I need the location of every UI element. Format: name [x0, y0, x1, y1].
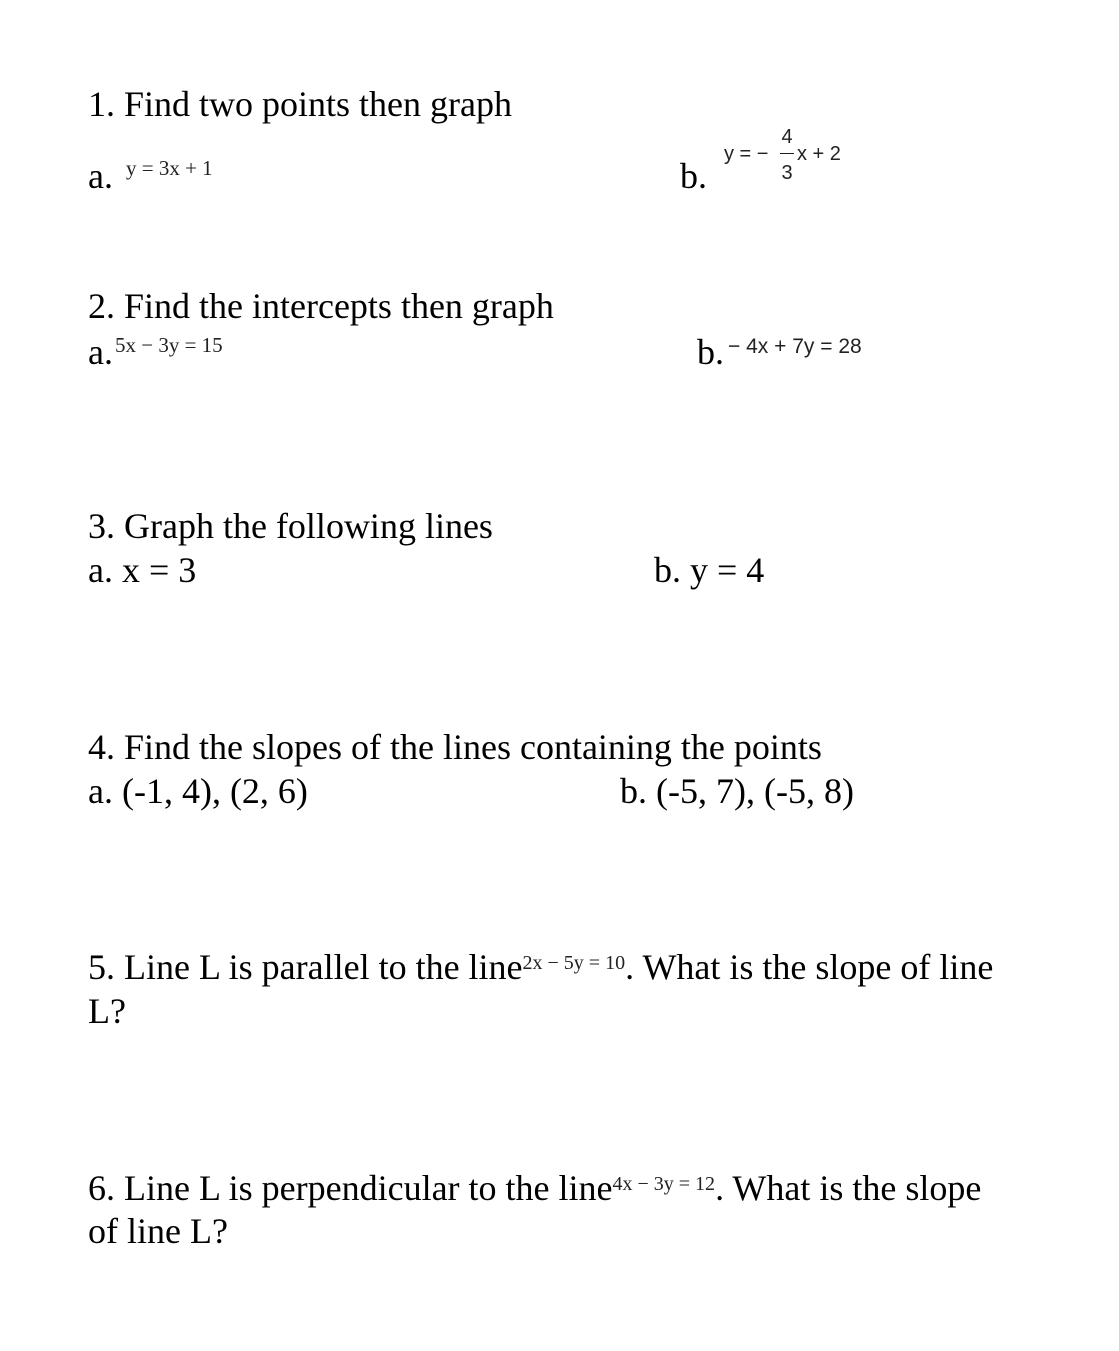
q2-b-equation: − 4x + 7y = 28	[728, 335, 862, 358]
q1-b-equation-lhs: y = −	[724, 143, 769, 165]
q6-text-post: . What is the slope	[715, 1168, 982, 1208]
q5-equation: 2x − 5y = 10	[522, 952, 626, 974]
q4-b: b. (-5, 7), (-5, 8)	[620, 771, 854, 811]
q1-a-label: a.	[88, 156, 113, 196]
q2-heading: 2. Find the intercepts then graph	[88, 286, 554, 326]
q1-b-equation-rhs: x + 2	[797, 143, 841, 165]
q5-text-pre: 5. Line L is parallel to the line	[88, 947, 523, 987]
q4-a: a. (-1, 4), (2, 6)	[88, 771, 308, 811]
q1-b-label: b.	[680, 156, 707, 196]
q1-b-numerator: 4	[781, 126, 793, 148]
q1-a-equation: y = 3x + 1	[126, 156, 213, 180]
q2-a-equation: 5x − 3y = 15	[115, 333, 223, 357]
q5-text-post: . What is the slope of line	[625, 947, 994, 987]
q6-line2: of line L?	[88, 1211, 228, 1251]
q2-a-label: a.	[88, 332, 113, 372]
q2-b-label: b.	[697, 332, 724, 372]
q6-text-pre: 6. Line L is perpendicular to the line	[88, 1168, 613, 1208]
q6-equation: 4x − 3y = 12	[612, 1173, 716, 1195]
q1-b-denominator: 3	[781, 162, 793, 184]
q3-a: a. x = 3	[88, 550, 197, 590]
q6-line1	[88, 1170, 981, 1206]
q3-heading: 3. Graph the following lines	[88, 506, 493, 546]
q3-b: b. y = 4	[654, 550, 765, 590]
q1-heading: 1. Find two points then graph	[88, 84, 512, 124]
q5-line1	[88, 949, 993, 985]
q4-heading: 4. Find the slopes of the lines containing the points	[88, 727, 822, 767]
q1-b-fraction-bar	[780, 153, 794, 154]
q5-line2: L?	[88, 991, 126, 1031]
